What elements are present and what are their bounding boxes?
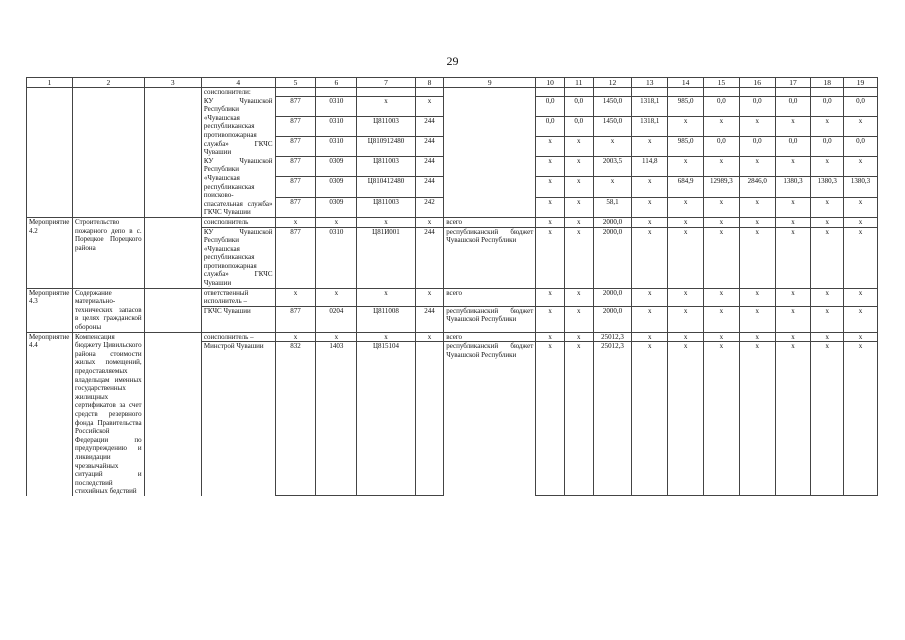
source-cell: республиканский бюджет Чувашской Республики bbox=[444, 306, 536, 332]
measure-label: Мероприятие 4.2 bbox=[27, 217, 73, 288]
table-cell: Ц811008 bbox=[357, 306, 415, 331]
table-cell: 0,0 bbox=[739, 137, 775, 156]
table-cell: х bbox=[739, 217, 775, 227]
table-cell: 0,0 bbox=[739, 97, 775, 117]
table-cell: х bbox=[739, 157, 775, 177]
table-cell: х bbox=[632, 177, 668, 197]
table-cell: 877 bbox=[275, 137, 316, 156]
table-cell bbox=[739, 88, 775, 97]
table-cell: х bbox=[536, 177, 565, 197]
table-cell: х bbox=[536, 157, 565, 177]
table-cell: х bbox=[632, 342, 668, 495]
table-cell bbox=[144, 217, 201, 288]
source-cell: всего bbox=[444, 332, 536, 342]
table-cell: х bbox=[668, 342, 704, 495]
header-cell: 2 bbox=[73, 78, 145, 88]
table-cell: х bbox=[811, 332, 844, 342]
table-cell bbox=[144, 332, 201, 496]
table-cell: х bbox=[564, 157, 593, 177]
table-cell: 0,0 bbox=[775, 97, 811, 117]
table-cell: 877 bbox=[275, 197, 316, 216]
table-cell: 877 bbox=[275, 97, 316, 117]
table-cell: х bbox=[564, 227, 593, 285]
measure-label: Мероприятие 4.4 bbox=[27, 332, 73, 496]
table-cell bbox=[632, 88, 668, 97]
table-cell: х bbox=[668, 117, 704, 137]
table-cell: 0204 bbox=[316, 306, 357, 331]
table-cell bbox=[775, 495, 811, 496]
table-cell: 244 bbox=[415, 157, 444, 177]
measure-label: Мероприятие 4.3 bbox=[27, 288, 73, 332]
table-cell: 0,0 bbox=[775, 137, 811, 156]
source-cell: всего bbox=[444, 217, 536, 227]
table-cell bbox=[704, 495, 740, 496]
table-cell: х bbox=[564, 306, 593, 331]
table-cell: х bbox=[668, 197, 704, 216]
table-cell: х bbox=[811, 117, 844, 137]
table-cell: х bbox=[844, 157, 878, 177]
table-cell: 2003,5 bbox=[593, 157, 632, 177]
source-cell bbox=[444, 88, 536, 218]
table-cell: х bbox=[564, 217, 593, 227]
table-cell: 1450,0 bbox=[593, 97, 632, 117]
table-cell: 1403 bbox=[316, 342, 357, 495]
table-cell: 58,1 bbox=[593, 197, 632, 216]
table-cell: х bbox=[739, 306, 775, 331]
table-cell: 12989,3 bbox=[704, 177, 740, 197]
table-cell: 877 bbox=[275, 117, 316, 137]
executor-cell: соисполнители: bbox=[201, 88, 275, 97]
table-cell bbox=[415, 342, 444, 495]
table-cell: х bbox=[704, 342, 740, 495]
table-cell: х bbox=[704, 288, 740, 306]
table-cell: х bbox=[739, 117, 775, 137]
table-cell: 1380,3 bbox=[811, 177, 844, 197]
table-cell bbox=[632, 495, 668, 496]
table-cell: х bbox=[775, 217, 811, 227]
table-cell: х bbox=[704, 197, 740, 216]
label-cell bbox=[27, 88, 73, 218]
table-cell bbox=[844, 88, 878, 97]
table-cell: 1380,3 bbox=[844, 177, 878, 197]
table-cell: 25012,3 bbox=[593, 342, 632, 495]
table-cell: 0,0 bbox=[536, 117, 565, 137]
header-cell: 3 bbox=[144, 78, 201, 88]
table-cell: х bbox=[704, 227, 740, 285]
table-cell: х bbox=[564, 342, 593, 495]
table-cell: х bbox=[811, 197, 844, 216]
table-cell: х bbox=[536, 332, 565, 342]
table-cell: 0310 bbox=[316, 227, 357, 285]
table-cell: х bbox=[844, 306, 878, 331]
table-cell: Ц810912480 bbox=[357, 137, 415, 156]
table-cell: 2000,0 bbox=[593, 217, 632, 227]
header-cell: 17 bbox=[775, 78, 811, 88]
table-cell: х bbox=[704, 217, 740, 227]
table-cell: х bbox=[357, 97, 415, 117]
header-cell: 9 bbox=[444, 78, 536, 88]
table-cell: 244 bbox=[415, 177, 444, 197]
table-cell: х bbox=[536, 217, 565, 227]
table-cell bbox=[593, 88, 632, 97]
table-cell: 985,0 bbox=[668, 137, 704, 156]
table-cell: Ц810412480 bbox=[357, 177, 415, 197]
table-cell: х bbox=[275, 288, 316, 306]
table-cell: 2000,0 bbox=[593, 227, 632, 285]
table-cell: 0310 bbox=[316, 97, 357, 117]
table-cell: х bbox=[536, 342, 565, 495]
table-cell bbox=[739, 495, 775, 496]
table-cell: х bbox=[811, 306, 844, 331]
table-cell: х bbox=[536, 197, 565, 216]
header-cell: 18 bbox=[811, 78, 844, 88]
table-cell: х bbox=[844, 332, 878, 342]
table-cell: 0309 bbox=[316, 197, 357, 216]
table-cell bbox=[415, 495, 444, 496]
source-cell: республиканский бюджет Чувашской Республики bbox=[444, 342, 536, 496]
table-cell: Ц811003 bbox=[357, 157, 415, 177]
table-cell: х bbox=[415, 97, 444, 117]
table-cell: х bbox=[844, 342, 878, 495]
table-cell: х bbox=[668, 157, 704, 177]
executor-cell: ГКЧС Чувашии bbox=[201, 306, 275, 332]
table-cell: х bbox=[632, 137, 668, 156]
table-cell: х bbox=[704, 157, 740, 177]
table-cell: Ц811003 bbox=[357, 197, 415, 216]
table-row bbox=[27, 288, 878, 306]
header-cell: 11 bbox=[564, 78, 593, 88]
table-row bbox=[27, 217, 878, 227]
table-cell: х bbox=[536, 137, 565, 156]
table-cell: Ц81И001 bbox=[357, 227, 415, 285]
table-cell: 2000,0 bbox=[593, 306, 632, 331]
header-cell: 13 bbox=[632, 78, 668, 88]
table-cell: х bbox=[775, 332, 811, 342]
table-cell bbox=[564, 495, 593, 496]
table-cell: 242 bbox=[415, 197, 444, 216]
executor-cell: КУ Чувашской Республики «Чувашская республиканская поисково-спасательная служба» ГКЧС Чувашии bbox=[201, 157, 275, 218]
table-cell: 1380,3 bbox=[775, 177, 811, 197]
table-cell: 244 bbox=[415, 137, 444, 156]
table-cell: 985,0 bbox=[668, 97, 704, 117]
header-cell: 5 bbox=[275, 78, 316, 88]
table-cell: х bbox=[316, 332, 357, 342]
table-cell: 877 bbox=[275, 227, 316, 285]
table-cell: х bbox=[668, 288, 704, 306]
table-cell bbox=[844, 495, 878, 496]
table-cell bbox=[415, 88, 444, 97]
table-cell: 1318,1 bbox=[632, 97, 668, 117]
table-cell: х bbox=[704, 306, 740, 331]
table-cell: х bbox=[415, 332, 444, 342]
table-cell: 0,0 bbox=[811, 137, 844, 156]
table-cell bbox=[144, 88, 201, 218]
measure-name: Содержание материально-технических запасов в целях гражданской обороны bbox=[73, 288, 145, 332]
table-cell: х bbox=[632, 197, 668, 216]
table-cell bbox=[275, 88, 316, 97]
source-cell: всего bbox=[444, 288, 536, 306]
executor-cell: Минстрой Чувашии bbox=[201, 342, 275, 496]
executor-cell: ответственный исполнитель – bbox=[201, 288, 275, 306]
table-cell: 684,9 bbox=[668, 177, 704, 197]
table-cell: х bbox=[632, 288, 668, 306]
table-cell: х bbox=[536, 306, 565, 331]
table-cell: 0,0 bbox=[844, 97, 878, 117]
header-cell: 12 bbox=[593, 78, 632, 88]
table-cell: 877 bbox=[275, 157, 316, 177]
table-cell: х bbox=[844, 217, 878, 227]
table-cell: 0310 bbox=[316, 117, 357, 137]
header-cell: 4 bbox=[201, 78, 275, 88]
table-cell bbox=[357, 88, 415, 97]
table-cell: х bbox=[704, 332, 740, 342]
table-cell bbox=[811, 88, 844, 97]
table-cell: х bbox=[632, 227, 668, 285]
table-cell: х bbox=[668, 227, 704, 285]
table-cell: х bbox=[316, 288, 357, 306]
table-cell bbox=[275, 495, 316, 496]
table-cell: 244 bbox=[415, 117, 444, 137]
table-cell bbox=[668, 88, 704, 97]
table-cell: х bbox=[564, 197, 593, 216]
table-cell: х bbox=[739, 227, 775, 285]
header-cell: 10 bbox=[536, 78, 565, 88]
table-cell: 0309 bbox=[316, 157, 357, 177]
table-cell: х bbox=[593, 137, 632, 156]
table-cell: х bbox=[811, 157, 844, 177]
table-cell: х bbox=[811, 217, 844, 227]
table-cell: х bbox=[811, 227, 844, 285]
table-cell: х bbox=[316, 217, 357, 227]
table-cell: 2000,0 bbox=[593, 288, 632, 306]
table-cell: х bbox=[632, 306, 668, 331]
executor-cell: соисполнитель bbox=[201, 217, 275, 227]
table-cell: х bbox=[564, 288, 593, 306]
table-cell: х bbox=[632, 217, 668, 227]
table-cell: х bbox=[668, 217, 704, 227]
table-cell: х bbox=[739, 197, 775, 216]
executor-cell: соисполнитель – bbox=[201, 332, 275, 342]
table-cell: 1450,0 bbox=[593, 117, 632, 137]
table-cell: Ц815104 bbox=[357, 342, 415, 495]
table-cell: х bbox=[564, 137, 593, 156]
table-cell: х bbox=[775, 197, 811, 216]
table-cell: 244 bbox=[415, 227, 444, 285]
header-cell: 6 bbox=[316, 78, 357, 88]
header-cell: 16 bbox=[739, 78, 775, 88]
table-cell: х bbox=[704, 117, 740, 137]
table-cell: х bbox=[811, 342, 844, 495]
table-cell bbox=[357, 495, 415, 496]
source-cell: республиканский бюджет Чувашской Республики bbox=[444, 227, 536, 288]
header-cell: 15 bbox=[704, 78, 740, 88]
table-cell: 25012,3 bbox=[593, 332, 632, 342]
table-cell bbox=[536, 88, 565, 97]
table-cell bbox=[564, 88, 593, 97]
table-cell: 244 bbox=[415, 306, 444, 331]
table-cell: 877 bbox=[275, 306, 316, 331]
table-cell: х bbox=[775, 306, 811, 331]
table-cell: 114,8 bbox=[632, 157, 668, 177]
table-cell: х bbox=[668, 332, 704, 342]
header-cell: 19 bbox=[844, 78, 878, 88]
table-cell: х bbox=[739, 288, 775, 306]
table-cell bbox=[811, 495, 844, 496]
table-cell: х bbox=[844, 117, 878, 137]
table-cell: 0309 bbox=[316, 177, 357, 197]
table-row bbox=[27, 88, 878, 97]
measure-name: Строительство пожарного депо в с. Порецкое Порецкого района bbox=[73, 217, 145, 288]
table-cell: х bbox=[357, 288, 415, 306]
table-cell: х bbox=[739, 342, 775, 495]
table-cell: х bbox=[275, 332, 316, 342]
table-cell: х bbox=[357, 332, 415, 342]
table-cell: 0,0 bbox=[844, 137, 878, 156]
page-number: 29 bbox=[446, 54, 459, 68]
table-cell: х bbox=[415, 288, 444, 306]
table-cell: 0,0 bbox=[536, 97, 565, 117]
table-cell: х bbox=[775, 227, 811, 285]
table-cell: х bbox=[775, 157, 811, 177]
table-cell: 0,0 bbox=[564, 117, 593, 137]
table-cell: 0,0 bbox=[704, 97, 740, 117]
table-row bbox=[27, 332, 878, 342]
header-row bbox=[27, 78, 878, 88]
table-cell: х bbox=[739, 332, 775, 342]
table-cell: х bbox=[775, 342, 811, 495]
table-cell bbox=[704, 88, 740, 97]
table-cell: х bbox=[844, 197, 878, 216]
table-cell: х bbox=[844, 288, 878, 306]
table-cell: х bbox=[811, 288, 844, 306]
table-cell: 877 bbox=[275, 177, 316, 197]
header-cell: 14 bbox=[668, 78, 704, 88]
table-cell: 0,0 bbox=[811, 97, 844, 117]
table-cell bbox=[775, 88, 811, 97]
name-cell bbox=[73, 88, 145, 218]
table-cell: х bbox=[536, 227, 565, 285]
table-cell bbox=[593, 495, 632, 496]
table-cell: 0310 bbox=[316, 137, 357, 156]
table-cell bbox=[144, 288, 201, 332]
table-cell bbox=[536, 495, 565, 496]
table-cell: 832 bbox=[275, 342, 316, 495]
table-cell: х bbox=[564, 177, 593, 197]
program-table bbox=[26, 77, 878, 496]
table-cell bbox=[316, 495, 357, 496]
table-cell: х bbox=[564, 332, 593, 342]
table-cell: 0,0 bbox=[564, 97, 593, 117]
table-cell: х bbox=[593, 177, 632, 197]
table-cell: Ц811003 bbox=[357, 117, 415, 137]
table-cell: х bbox=[415, 217, 444, 227]
table-cell: х bbox=[775, 288, 811, 306]
table-cell: 1318,1 bbox=[632, 117, 668, 137]
table-cell: х bbox=[668, 306, 704, 331]
table-cell: х bbox=[536, 288, 565, 306]
executor-cell: КУ Чувашской Республики «Чувашская республиканская противопожарная служба» ГКЧС Чувашии bbox=[201, 227, 275, 288]
measure-name: Компенсация бюджету Цивильского района стоимости жилых помещений, предоставляемых владельцам именных государственных жилищных сертификатов за счет средств резервного фонда Правительства Российской Федерации по предупреждению и ликвидации чрезвычайных ситуаций и последствий стихийных бедствий bbox=[73, 332, 145, 496]
table-cell: 2846,0 bbox=[739, 177, 775, 197]
table-cell: х bbox=[844, 227, 878, 285]
table-cell: х bbox=[357, 217, 415, 227]
header-cell: 8 bbox=[415, 78, 444, 88]
table-cell bbox=[316, 88, 357, 97]
executor-cell: КУ Чувашской Республики «Чувашская республиканская противопожарная служба» ГКЧС Чувашии bbox=[201, 97, 275, 157]
table-cell: х bbox=[775, 117, 811, 137]
table-cell bbox=[668, 495, 704, 496]
table-cell: х bbox=[632, 332, 668, 342]
header-cell: 7 bbox=[357, 78, 415, 88]
table-cell: 0,0 bbox=[704, 137, 740, 156]
header-cell: 1 bbox=[27, 78, 73, 88]
table-cell: х bbox=[275, 217, 316, 227]
